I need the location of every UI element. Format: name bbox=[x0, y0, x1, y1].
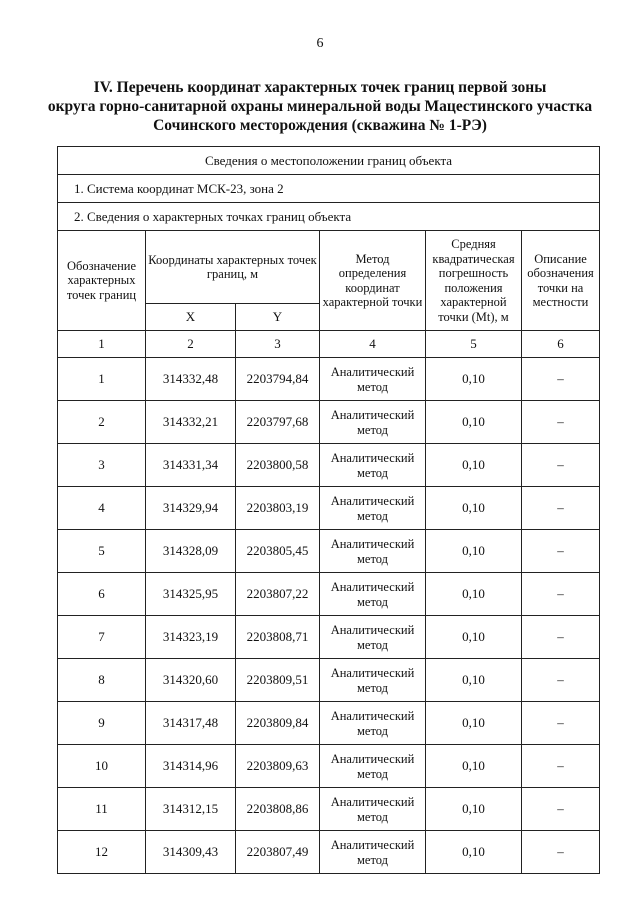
coordinate-y: 2203807,22 bbox=[236, 573, 320, 616]
header-method: Метод определения координат характерной точки bbox=[320, 231, 426, 331]
coordinate-y: 2203808,86 bbox=[236, 788, 320, 831]
method: Аналитический метод bbox=[320, 358, 426, 401]
coordinate-y: 2203808,71 bbox=[236, 616, 320, 659]
coordinate-system-row: 1. Система координат МСК-23, зона 2 bbox=[58, 175, 600, 203]
error-value: 0,10 bbox=[426, 702, 522, 745]
column-number: 1 bbox=[58, 331, 146, 358]
title-line-2: округа горно-санитарной охраны минеральной воды Мацестинского участка bbox=[47, 98, 593, 115]
title-line-1: IV. Перечень координат характерных точек границ первой зоны bbox=[93, 79, 547, 96]
header-error: Средняя квадратическая погрешность положения характерной точки (Mt), м bbox=[426, 231, 522, 331]
table-row bbox=[58, 659, 600, 702]
coordinate-x: 314317,48 bbox=[146, 702, 236, 745]
point-description: – bbox=[522, 401, 600, 444]
point-number: 4 bbox=[58, 487, 146, 530]
error-value: 0,10 bbox=[426, 401, 522, 444]
coordinate-x: 314314,96 bbox=[146, 745, 236, 788]
point-number: 5 bbox=[58, 530, 146, 573]
coordinate-y: 2203797,68 bbox=[236, 401, 320, 444]
point-number: 8 bbox=[58, 659, 146, 702]
coordinate-x: 314320,60 bbox=[146, 659, 236, 702]
coordinate-x: 314329,94 bbox=[146, 487, 236, 530]
column-number: 5 bbox=[426, 331, 522, 358]
point-number: 6 bbox=[58, 573, 146, 616]
coordinate-y: 2203794,84 bbox=[236, 358, 320, 401]
table-row bbox=[58, 745, 600, 788]
title-line-3: Сочинского месторождения (скважина № 1-РЭ) bbox=[153, 117, 487, 134]
coordinate-y: 2203809,63 bbox=[236, 745, 320, 788]
point-description: – bbox=[522, 659, 600, 702]
method: Аналитический метод bbox=[320, 616, 426, 659]
point-number: 12 bbox=[58, 831, 146, 874]
coordinate-y: 2203800,58 bbox=[236, 444, 320, 487]
method: Аналитический метод bbox=[320, 530, 426, 573]
point-number: 11 bbox=[58, 788, 146, 831]
coordinate-y: 2203805,45 bbox=[236, 530, 320, 573]
error-value: 0,10 bbox=[426, 616, 522, 659]
boundary-points-table bbox=[57, 146, 600, 874]
point-number: 9 bbox=[58, 702, 146, 745]
column-number: 2 bbox=[146, 331, 236, 358]
point-description: – bbox=[522, 788, 600, 831]
coordinate-x: 314332,48 bbox=[146, 358, 236, 401]
method: Аналитический метод bbox=[320, 573, 426, 616]
table-row bbox=[58, 530, 600, 573]
point-description: – bbox=[522, 702, 600, 745]
section-header: Сведения о местоположении границ объекта bbox=[58, 147, 600, 175]
error-value: 0,10 bbox=[426, 659, 522, 702]
error-value: 0,10 bbox=[426, 745, 522, 788]
point-number: 1 bbox=[58, 358, 146, 401]
table-row bbox=[58, 788, 600, 831]
column-number: 6 bbox=[522, 331, 600, 358]
method: Аналитический метод bbox=[320, 745, 426, 788]
method: Аналитический метод bbox=[320, 702, 426, 745]
method: Аналитический метод bbox=[320, 487, 426, 530]
column-number: 3 bbox=[236, 331, 320, 358]
document-title bbox=[40, 78, 600, 135]
point-number: 10 bbox=[58, 745, 146, 788]
point-number: 3 bbox=[58, 444, 146, 487]
table-row bbox=[58, 444, 600, 487]
coordinate-y: 2203807,49 bbox=[236, 831, 320, 874]
point-description: – bbox=[522, 358, 600, 401]
column-number: 4 bbox=[320, 331, 426, 358]
table-row bbox=[58, 358, 600, 401]
point-description: – bbox=[522, 573, 600, 616]
header-description: Описание обозначения точки на местности bbox=[522, 231, 600, 331]
error-value: 0,10 bbox=[426, 358, 522, 401]
page-number: 6 bbox=[316, 36, 324, 51]
coordinate-x: 314332,21 bbox=[146, 401, 236, 444]
coordinate-x: 314328,09 bbox=[146, 530, 236, 573]
error-value: 0,10 bbox=[426, 788, 522, 831]
coordinate-y: 2203809,84 bbox=[236, 702, 320, 745]
table-row bbox=[58, 616, 600, 659]
point-description: – bbox=[522, 444, 600, 487]
table-row bbox=[58, 702, 600, 745]
point-number: 2 bbox=[58, 401, 146, 444]
coordinate-x: 314325,95 bbox=[146, 573, 236, 616]
error-value: 0,10 bbox=[426, 444, 522, 487]
method: Аналитический метод bbox=[320, 444, 426, 487]
table-row bbox=[58, 573, 600, 616]
point-description: – bbox=[522, 745, 600, 788]
coordinate-y: 2203809,51 bbox=[236, 659, 320, 702]
coordinate-x: 314309,43 bbox=[146, 831, 236, 874]
error-value: 0,10 bbox=[426, 487, 522, 530]
method: Аналитический метод bbox=[320, 788, 426, 831]
table-row bbox=[58, 401, 600, 444]
coordinate-x: 314323,19 bbox=[146, 616, 236, 659]
header-designation: Обозначение характерных точек границ bbox=[58, 231, 146, 331]
coordinate-y: 2203803,19 bbox=[236, 487, 320, 530]
points-info-row: 2. Сведения о характерных точках границ объекта bbox=[58, 203, 600, 231]
column-numbers-row bbox=[58, 331, 600, 358]
error-value: 0,10 bbox=[426, 573, 522, 616]
error-value: 0,10 bbox=[426, 530, 522, 573]
point-description: – bbox=[522, 831, 600, 874]
point-description: – bbox=[522, 530, 600, 573]
error-value: 0,10 bbox=[426, 831, 522, 874]
method: Аналитический метод bbox=[320, 401, 426, 444]
method: Аналитический метод bbox=[320, 659, 426, 702]
point-description: – bbox=[522, 616, 600, 659]
method: Аналитический метод bbox=[320, 831, 426, 874]
header-coordinates: Координаты характерных точек границ, м bbox=[146, 231, 320, 304]
coordinate-x: 314331,34 bbox=[146, 444, 236, 487]
header-y: Y bbox=[236, 304, 320, 331]
table-row bbox=[58, 487, 600, 530]
header-x: X bbox=[146, 304, 236, 331]
point-description: – bbox=[522, 487, 600, 530]
point-number: 7 bbox=[58, 616, 146, 659]
table-row bbox=[58, 831, 600, 874]
coordinate-x: 314312,15 bbox=[146, 788, 236, 831]
